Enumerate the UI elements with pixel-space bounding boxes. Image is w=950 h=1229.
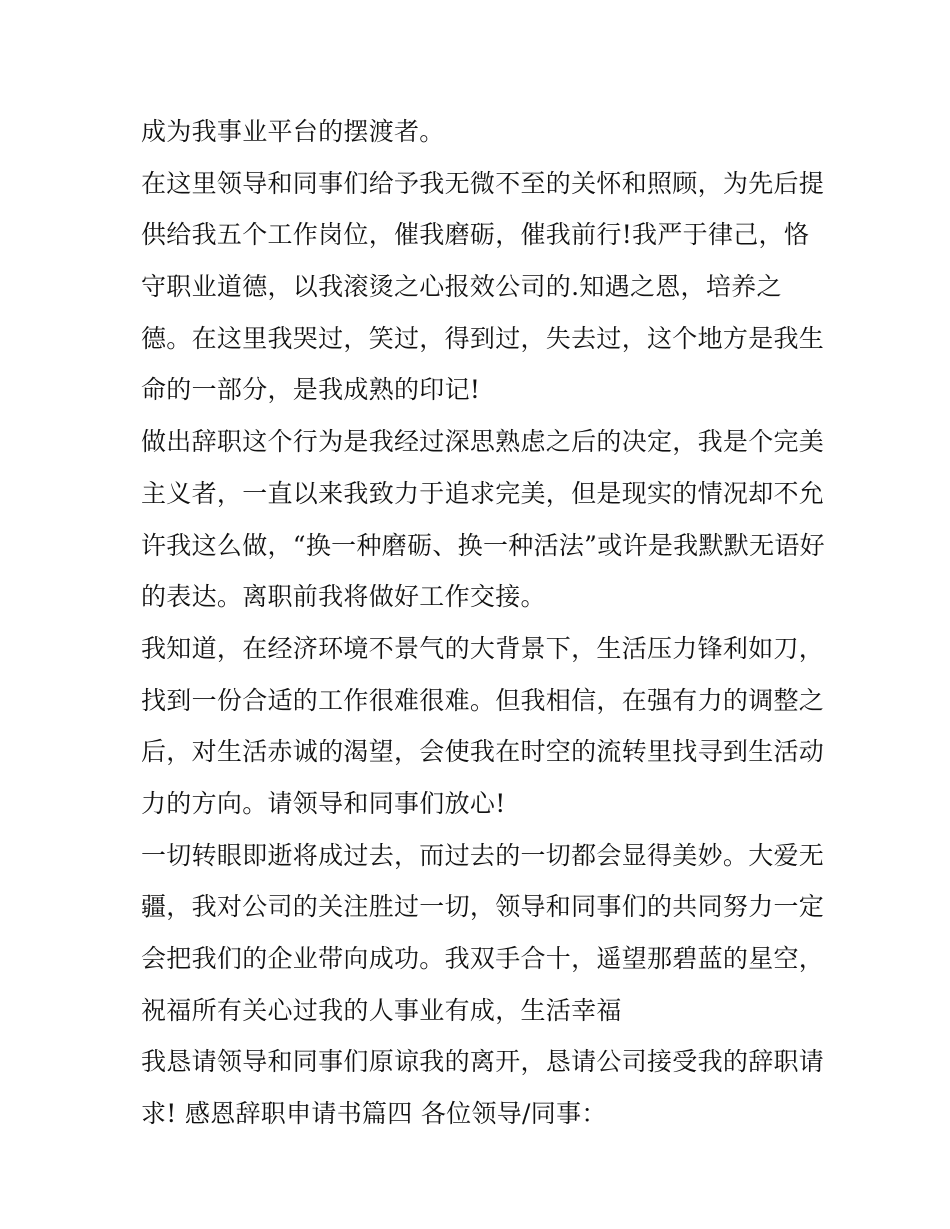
text-line: 德。在这里我哭过，笑过，得到过，失去过，这个地方是我生 <box>141 323 825 353</box>
text-line: 许我这么做，“换一种磨砺、换一种活法”或许是我默默无语好 <box>141 530 825 560</box>
text-line: 疆，我对公司的关注胜过一切，领导和同事们的共同努力一定 <box>141 892 825 922</box>
text-line: 主义者，一直以来我致力于追求完美，但是现实的情况却不允 <box>141 478 825 508</box>
text-line: 会把我们的企业带向成功。我双手合十，遥望那碧蓝的星空， <box>141 944 825 973</box>
text-line: 求! 感恩辞职申请书篇四 各位领导/同事： <box>141 1099 607 1129</box>
text-line: 祝福所有关心过我的人事业有成，生活幸福 <box>141 995 622 1025</box>
text-line: 我知道，在经济环境不景气的大背景下，生活压力锋利如刀， <box>141 633 825 663</box>
text-line: 命的一部分，是我成熟的印记! <box>141 375 481 405</box>
text-line: 供给我五个工作岗位，催我磨砺，催我前行!我严于律己，恪 <box>141 220 810 250</box>
text-line: 在这里领导和同事们给予我无微不至的关怀和照顾，为先后提 <box>141 168 825 198</box>
text-line: 的表达。离职前我将做好工作交接。 <box>141 582 546 612</box>
text-line: 守职业道德，以我滚烫之心报效公司的.知遇之恩，培养之 <box>141 272 782 302</box>
text-line: 找到一份合适的工作很难很难。但我相信，在强有力的调整之 <box>141 685 825 715</box>
text-line: 我恳请领导和同事们原谅我的离开，恳请公司接受我的辞职请 <box>141 1047 825 1077</box>
text-line: 后，对生活赤诚的渴望，会使我在时空的流转里找寻到生活动 <box>141 737 825 767</box>
text-line: 力的方向。请领导和同事们放心! <box>141 788 506 818</box>
text-line: 一切转眼即逝将成过去，而过去的一切都会显得美妙。大爱无 <box>141 840 825 870</box>
text-line: 做出辞职这个行为是我经过深思熟虑之后的决定，我是个完美 <box>141 427 825 457</box>
document-body <box>141 106 825 1140</box>
text-line: 成为我事业平台的摆渡者。 <box>141 117 445 146</box>
